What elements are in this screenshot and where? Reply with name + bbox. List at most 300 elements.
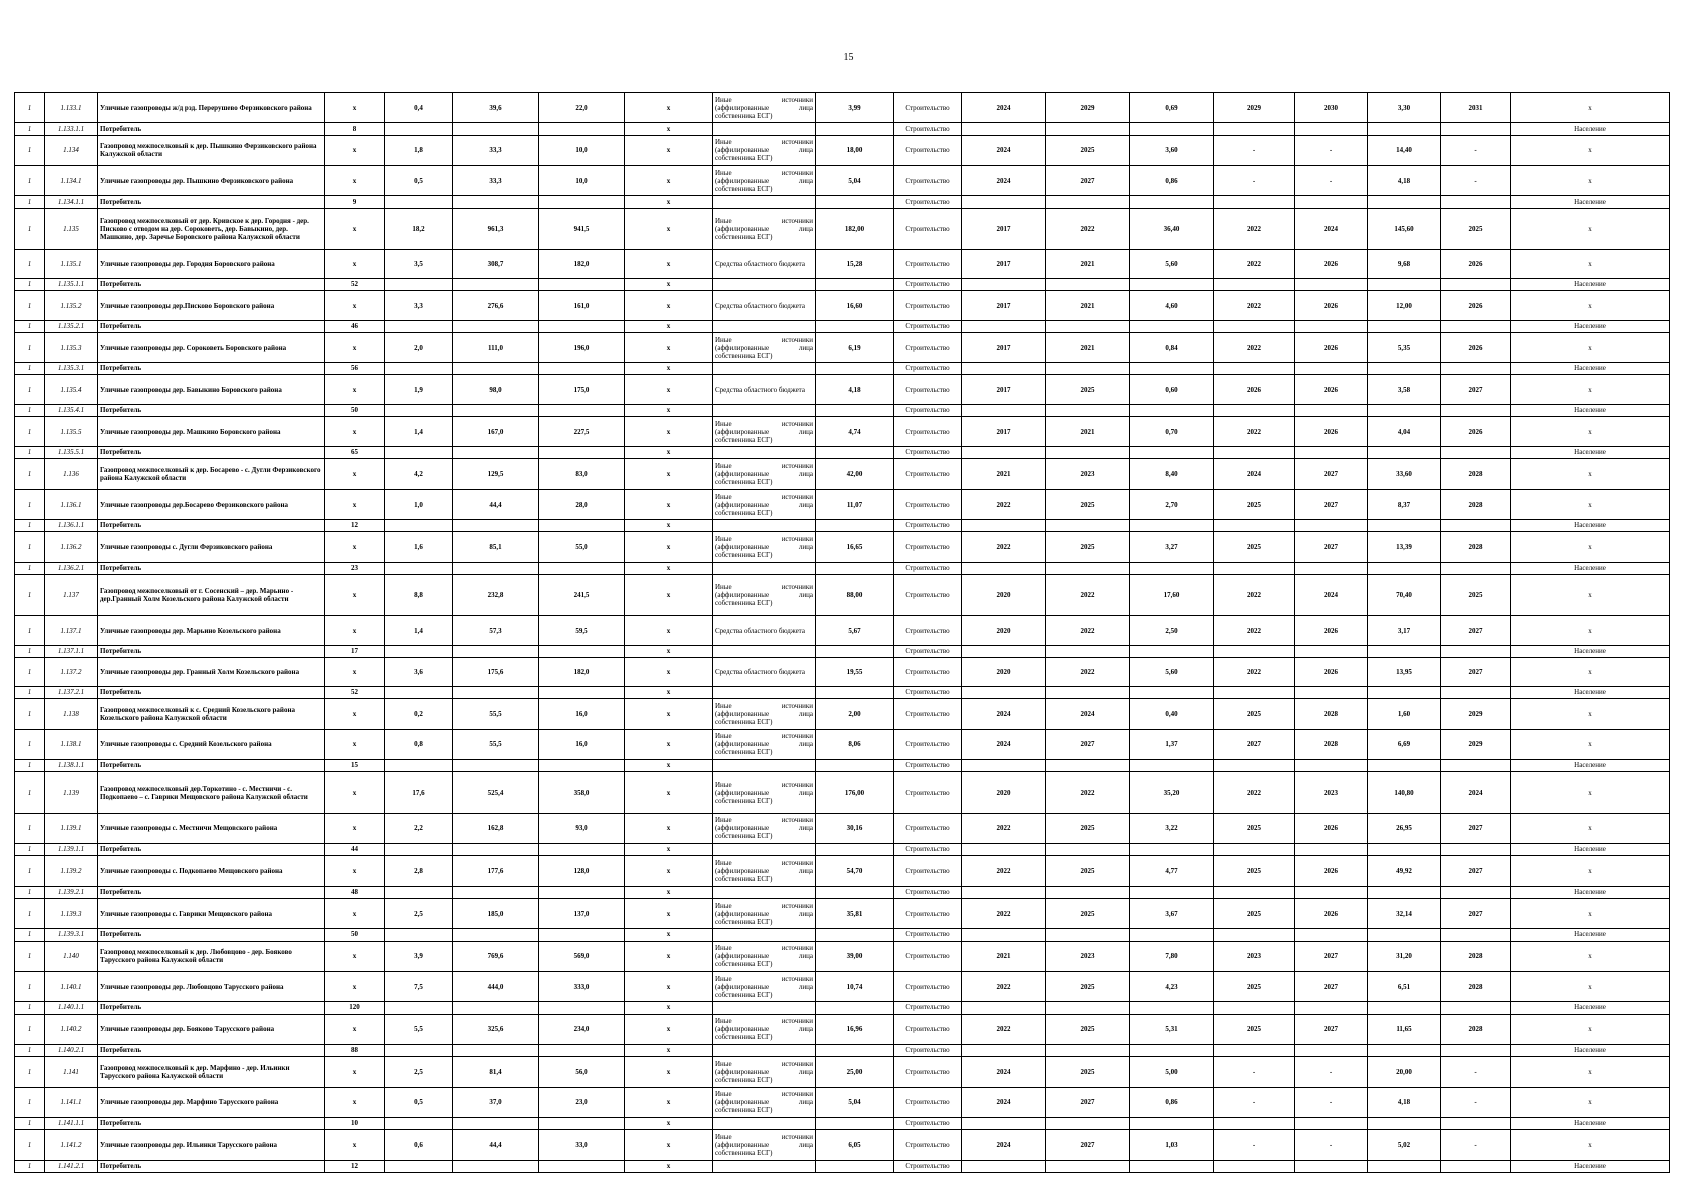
cell-cost: 3,99 [816,93,894,123]
cell-col-7 [539,687,625,699]
cell-funding-source: Иные источники (аффилированные лица собственника ЕСГ) [713,898,816,928]
cell-item-number: 1.135.1.1 [45,279,98,291]
cell-col-16 [1295,447,1368,459]
cell-funding-source: Иные источники (аффилированные лица собственника ЕСГ) [713,971,816,1001]
cell-consumer-category: x [1511,489,1670,519]
cell-item-number: 1.135.2 [45,291,98,320]
cell-year-start [962,760,1046,772]
cell-col-7 [539,123,625,135]
cell-col-18: 2028 [1441,941,1511,971]
cell-object-name: Потребитель [98,320,325,332]
cell-object-name: Потребитель [98,886,325,898]
cell-section: 1 [15,645,45,657]
cell-item-number: 1.141.1.1 [45,1118,98,1130]
cell-item-number: 1.135.1 [45,250,98,279]
cell-col-18 [1441,645,1511,657]
cell-col-16: - [1295,135,1368,165]
cell-col-8: x [625,760,713,772]
cell-col-6: 175,6 [453,657,539,686]
cell-year-end: 2023 [1046,459,1130,489]
cell-year-start: 2024 [962,93,1046,123]
cell-cost [816,320,894,332]
cell-item-number: 1.140.2.1 [45,1045,98,1057]
cell-year-end [1046,1118,1130,1130]
cell-col-8: x [625,135,713,165]
cell-length: 7,5 [385,971,453,1001]
cell-length [385,520,453,532]
cell-funding-source: Иные источники (аффилированные лица собственника ЕСГ) [713,416,816,446]
cell-work-type: Строительство [894,687,962,699]
cell-length [385,562,453,574]
cell-item-number: 1.140 [45,941,98,971]
cell-col-8: x [625,941,713,971]
cell-col-15: 2022 [1214,291,1295,320]
cell-col-16: 2027 [1295,489,1368,519]
cell-col-15: 2022 [1214,208,1295,249]
cell-funding-source [713,760,816,772]
cell-funding-source: Средства областного бюджета [713,616,816,645]
cell-funding-source: Иные источники (аффилированные лица собственника ЕСГ) [713,208,816,249]
cell-col-7: 137,0 [539,898,625,928]
consumer-row [15,279,1670,291]
cell-section: 1 [15,332,45,362]
cell-col-7: 16,0 [539,729,625,759]
cell-col-14: 0,86 [1130,1087,1214,1117]
cell-cost [816,844,894,856]
object-row [15,135,1670,165]
cell-consumer-category: x [1511,135,1670,165]
cell-col-7: 241,5 [539,575,625,616]
cell-length [385,1160,453,1172]
cell-col-18 [1441,760,1511,772]
consumer-row [15,196,1670,208]
cell-item-number: 1.138.1.1 [45,760,98,772]
cell-col-14: 4,77 [1130,856,1214,886]
cell-col-16 [1295,886,1368,898]
cell-col-18: 2026 [1441,250,1511,279]
cell-col-7: 16,0 [539,699,625,729]
cell-col-7: 196,0 [539,332,625,362]
cell-year-start: 2022 [962,898,1046,928]
cell-consumer-category: Население [1511,562,1670,574]
cell-cost: 88,00 [816,575,894,616]
cell-item-number: 1.139.2.1 [45,886,98,898]
cell-funding-source: Иные источники (аффилированные лица собственника ЕСГ) [713,772,816,813]
cell-object-name: Газопровод межпоселковый к дер. Марфино - дер. Ильинки Тарусского района Калужской области [98,1057,325,1087]
cell-year-start: 2017 [962,416,1046,446]
cell-section: 1 [15,929,45,941]
cell-col-4: x [325,459,385,489]
object-row [15,699,1670,729]
cell-col-4: 52 [325,279,385,291]
cell-year-end: 2027 [1046,166,1130,196]
cell-item-number: 1.141 [45,1057,98,1087]
cell-col-18: - [1441,1130,1511,1160]
cell-col-14: 17,60 [1130,575,1214,616]
cell-funding-source: Иные источники (аффилированные лица собственника ЕСГ) [713,532,816,562]
cell-col-16: - [1295,1057,1368,1087]
cell-section: 1 [15,941,45,971]
cell-item-number: 1.137 [45,575,98,616]
object-row [15,1014,1670,1044]
cell-col-8: x [625,971,713,1001]
cell-col-6: 769,6 [453,941,539,971]
cell-col-7 [539,196,625,208]
cell-col-7: 33,0 [539,1130,625,1160]
cell-section: 1 [15,898,45,928]
cell-col-16: - [1295,1130,1368,1160]
cell-year-end: 2027 [1046,1130,1130,1160]
cell-col-4: x [325,166,385,196]
cell-length [385,279,453,291]
cell-col-15: 2026 [1214,375,1295,404]
cell-year-end [1046,760,1130,772]
cell-col-16 [1295,1045,1368,1057]
cell-cost [816,447,894,459]
cell-work-type: Строительство [894,1002,962,1014]
cell-col-18: 2026 [1441,416,1511,446]
cell-col-17: 6,51 [1368,971,1441,1001]
cell-object-name: Уличные газопроводы дер. Пышкино Ферзиковского района [98,166,325,196]
cell-object-name: Потребитель [98,760,325,772]
cell-col-14 [1130,886,1214,898]
cell-col-16: 2026 [1295,616,1368,645]
cell-col-7 [539,760,625,772]
cell-col-17 [1368,196,1441,208]
cell-col-15: 2022 [1214,772,1295,813]
consumer-row [15,363,1670,375]
cell-object-name: Газопровод межпоселковый от дер. Кривское к дер. Городня - дер. Писково с отводом на дер. Сороковеть, дер. Бавыкино, дер. Машкино, дер. Заречье Боровского района Калужской области [98,208,325,249]
cell-col-18: 2026 [1441,332,1511,362]
cell-item-number: 1.139 [45,772,98,813]
cell-year-start [962,123,1046,135]
cell-col-8: x [625,813,713,843]
cell-col-14 [1130,279,1214,291]
cell-year-end: 2025 [1046,856,1130,886]
cell-col-4: x [325,898,385,928]
cell-col-7 [539,844,625,856]
cell-object-name: Уличные газопроводы дер. Марьино Козельского района [98,616,325,645]
cell-length: 2,2 [385,813,453,843]
cell-length: 0,6 [385,1130,453,1160]
cell-col-15 [1214,1118,1295,1130]
cell-col-7: 333,0 [539,971,625,1001]
cell-year-end: 2025 [1046,532,1130,562]
cell-item-number: 1.136.2 [45,532,98,562]
cell-col-15: 2022 [1214,416,1295,446]
cell-col-17 [1368,404,1441,416]
cell-work-type: Строительство [894,1118,962,1130]
cell-col-7 [539,886,625,898]
cell-col-6: 85,1 [453,532,539,562]
consumer-row [15,687,1670,699]
cell-item-number: 1.139.3 [45,898,98,928]
cell-col-4: 52 [325,687,385,699]
cell-col-16 [1295,645,1368,657]
cell-col-6: 39,6 [453,93,539,123]
cell-col-18: 2028 [1441,971,1511,1001]
cell-object-name: Уличные газопроводы дер. Бояково Тарусского района [98,1014,325,1044]
cell-work-type: Строительство [894,520,962,532]
cell-col-6 [453,279,539,291]
cell-work-type: Строительство [894,657,962,686]
cell-item-number: 1.135.2.1 [45,320,98,332]
cell-item-number: 1.135.4 [45,375,98,404]
cell-section: 1 [15,135,45,165]
cell-col-16 [1295,279,1368,291]
cell-col-15: 2025 [1214,699,1295,729]
object-row [15,856,1670,886]
cell-funding-source: Иные источники (аффилированные лица собственника ЕСГ) [713,489,816,519]
cell-section: 1 [15,520,45,532]
cell-col-16: 2026 [1295,416,1368,446]
cell-object-name: Уличные газопроводы дер. Сороковеть Боровского района [98,332,325,362]
cell-consumer-category: Население [1511,320,1670,332]
cell-col-16 [1295,520,1368,532]
cell-year-end [1046,645,1130,657]
object-row [15,332,1670,362]
cell-item-number: 1.139.3.1 [45,929,98,941]
consumer-row [15,1160,1670,1172]
cell-col-8: x [625,1118,713,1130]
cell-work-type: Строительство [894,971,962,1001]
cell-work-type: Строительство [894,1130,962,1160]
cell-col-18: - [1441,1087,1511,1117]
cell-year-start: 2017 [962,332,1046,362]
cell-length: 1,8 [385,135,453,165]
cell-col-8: x [625,166,713,196]
cell-col-14: 1,03 [1130,1130,1214,1160]
cell-col-14: 5,60 [1130,657,1214,686]
cell-consumer-category: x [1511,532,1670,562]
cell-year-end: 2025 [1046,375,1130,404]
cell-consumer-category: Население [1511,279,1670,291]
cell-funding-source [713,1118,816,1130]
cell-col-8: x [625,898,713,928]
cell-item-number: 1.140.1.1 [45,1002,98,1014]
cell-item-number: 1.133.1 [45,93,98,123]
cell-year-end: 2025 [1046,489,1130,519]
cell-length: 3,9 [385,941,453,971]
cell-col-17: 11,65 [1368,1014,1441,1044]
cell-cost: 16,60 [816,291,894,320]
cell-consumer-category: Население [1511,760,1670,772]
cell-length: 3,5 [385,250,453,279]
cell-col-6 [453,404,539,416]
cell-year-start: 2022 [962,1014,1046,1044]
cell-section: 1 [15,404,45,416]
cell-section: 1 [15,123,45,135]
cell-col-17 [1368,1118,1441,1130]
cell-work-type: Строительство [894,447,962,459]
cell-col-6: 961,3 [453,208,539,249]
cell-col-6: 129,5 [453,459,539,489]
cell-object-name: Газопровод межпоселковый к дер. Босарево - с. Дугли Ферзиковского района Калужской области [98,459,325,489]
cell-col-4: 17 [325,645,385,657]
cell-col-16: 2027 [1295,532,1368,562]
cell-col-17: 12,00 [1368,291,1441,320]
cell-item-number: 1.137.2.1 [45,687,98,699]
cell-col-8: x [625,687,713,699]
cell-col-7 [539,1118,625,1130]
cell-funding-source [713,886,816,898]
cell-col-17: 4,04 [1368,416,1441,446]
cell-object-name: Уличные газопроводы дер.Босарево Ферзиковского района [98,489,325,519]
cell-item-number: 1.136.1 [45,489,98,519]
cell-year-start [962,363,1046,375]
cell-item-number: 1.133.1.1 [45,123,98,135]
cell-col-14 [1130,645,1214,657]
cell-object-name: Уличные газопроводы с. Гаврики Мещовского района [98,898,325,928]
cell-work-type: Строительство [894,813,962,843]
cell-col-4: x [325,941,385,971]
cell-col-8: x [625,489,713,519]
cell-col-8: x [625,520,713,532]
cell-col-15: - [1214,166,1295,196]
cell-length [385,123,453,135]
cell-cost: 15,28 [816,250,894,279]
cell-length [385,404,453,416]
cell-work-type: Строительство [894,123,962,135]
cell-consumer-category: x [1511,971,1670,1001]
cell-funding-source: Средства областного бюджета [713,291,816,320]
cell-year-end [1046,687,1130,699]
cell-col-7 [539,1002,625,1014]
cell-object-name: Потребитель [98,844,325,856]
cell-col-17: 32,14 [1368,898,1441,928]
cell-section: 1 [15,562,45,574]
cell-year-end: 2023 [1046,941,1130,971]
cell-cost [816,760,894,772]
cell-year-start [962,1002,1046,1014]
cell-work-type: Строительство [894,1087,962,1117]
consumer-row [15,645,1670,657]
cell-length: 1,4 [385,616,453,645]
cell-cost: 10,74 [816,971,894,1001]
cell-length [385,886,453,898]
cell-col-8: x [625,1014,713,1044]
cell-col-17: 20,00 [1368,1057,1441,1087]
cell-funding-source [713,1045,816,1057]
cell-col-7 [539,363,625,375]
cell-col-4: x [325,616,385,645]
cell-col-18: 2025 [1441,575,1511,616]
cell-col-4: 56 [325,363,385,375]
cell-section: 1 [15,1002,45,1014]
object-row [15,208,1670,249]
cell-cost: 42,00 [816,459,894,489]
cell-col-15: 2024 [1214,459,1295,489]
cell-work-type: Строительство [894,1057,962,1087]
cell-col-18 [1441,687,1511,699]
cell-funding-source [713,645,816,657]
cell-col-16 [1295,562,1368,574]
cell-year-end: 2025 [1046,1014,1130,1044]
cell-col-14: 5,60 [1130,250,1214,279]
cell-col-16: 2028 [1295,729,1368,759]
cell-year-end [1046,520,1130,532]
cell-cost [816,886,894,898]
cell-length [385,447,453,459]
cell-year-start [962,645,1046,657]
cell-col-8: x [625,459,713,489]
cell-section: 1 [15,1130,45,1160]
cell-cost: 35,81 [816,898,894,928]
cell-year-start: 2022 [962,856,1046,886]
cell-col-18: - [1441,1057,1511,1087]
cell-funding-source [713,196,816,208]
object-row [15,772,1670,813]
cell-item-number: 1.135.3 [45,332,98,362]
cell-section: 1 [15,250,45,279]
cell-col-17: 26,95 [1368,813,1441,843]
cell-col-14: 8,40 [1130,459,1214,489]
cell-year-end: 2022 [1046,575,1130,616]
cell-consumer-category: x [1511,416,1670,446]
cell-section: 1 [15,699,45,729]
cell-col-15: 2025 [1214,898,1295,928]
cell-col-4: x [325,1014,385,1044]
cell-work-type: Строительство [894,250,962,279]
cell-consumer-category: x [1511,699,1670,729]
cell-work-type: Строительство [894,489,962,519]
cell-item-number: 1.137.1 [45,616,98,645]
cell-consumer-category: Население [1511,1160,1670,1172]
cell-col-17: 49,92 [1368,856,1441,886]
consumer-row [15,844,1670,856]
cell-work-type: Строительство [894,856,962,886]
cell-year-start [962,1045,1046,1057]
cell-year-end: 2029 [1046,93,1130,123]
cell-section: 1 [15,760,45,772]
cell-col-4: 12 [325,520,385,532]
cell-col-17: 4,18 [1368,166,1441,196]
cell-year-start: 2022 [962,489,1046,519]
object-row [15,1130,1670,1160]
object-row [15,489,1670,519]
cell-col-8: x [625,320,713,332]
cell-object-name: Уличные газопроводы дер. Бавыкино Боровского района [98,375,325,404]
cell-col-15: 2025 [1214,971,1295,1001]
cell-col-14 [1130,1160,1214,1172]
cell-funding-source: Иные источники (аффилированные лица собственника ЕСГ) [713,813,816,843]
cell-funding-source: Иные источники (аффилированные лица собственника ЕСГ) [713,459,816,489]
cell-col-4: 65 [325,447,385,459]
cell-year-end: 2025 [1046,898,1130,928]
cell-consumer-category: x [1511,208,1670,249]
cell-col-15 [1214,562,1295,574]
cell-col-18: 2027 [1441,657,1511,686]
cell-item-number: 1.141.2 [45,1130,98,1160]
cell-section: 1 [15,291,45,320]
cell-col-14 [1130,404,1214,416]
cell-col-16: 2024 [1295,575,1368,616]
cell-section: 1 [15,856,45,886]
cell-col-8: x [625,447,713,459]
cell-object-name: Уличные газопроводы дер. Марфино Тарусского района [98,1087,325,1117]
cell-col-8: x [625,332,713,362]
cell-col-15: 2022 [1214,250,1295,279]
cell-item-number: 1.136.2.1 [45,562,98,574]
cell-col-6 [453,123,539,135]
consumer-row [15,1118,1670,1130]
cell-year-start: 2024 [962,1130,1046,1160]
cell-cost: 2,00 [816,699,894,729]
cell-section: 1 [15,447,45,459]
cell-col-7: 182,0 [539,250,625,279]
cell-funding-source: Иные источники (аффилированные лица собственника ЕСГ) [713,1130,816,1160]
cell-col-8: x [625,844,713,856]
